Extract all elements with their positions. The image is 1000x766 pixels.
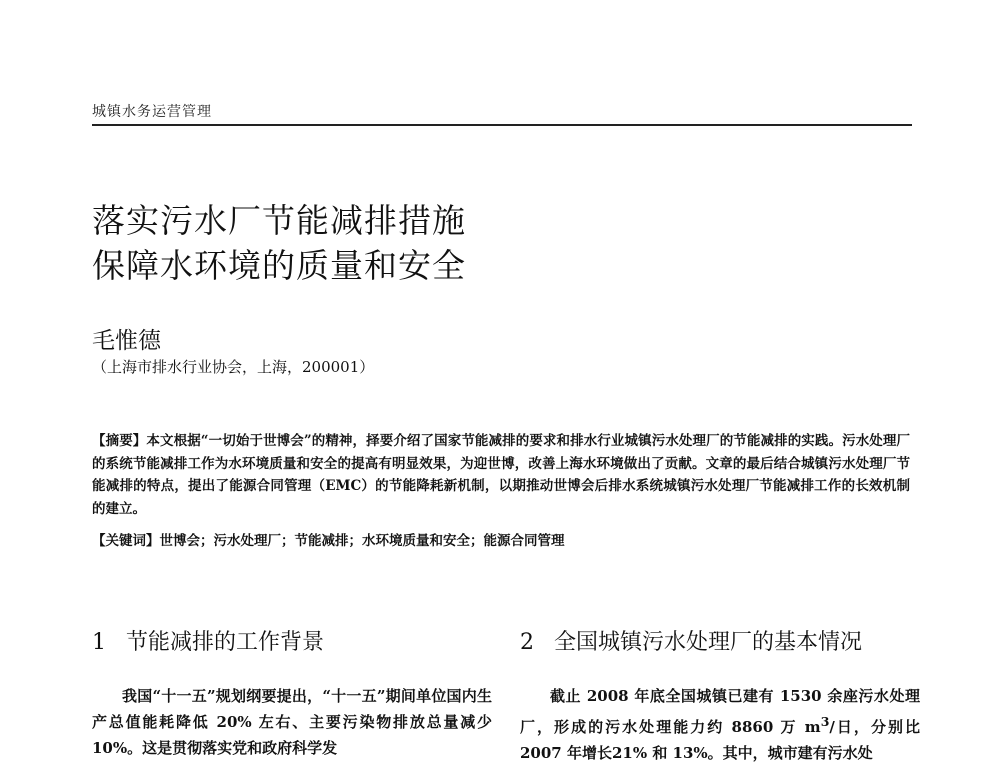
- title-line-1: 落实污水厂节能减排措施: [92, 201, 466, 240]
- journal-section-header: 城镇水务运营管理: [92, 104, 212, 120]
- section-2-body: [520, 683, 920, 766]
- article-title: [92, 198, 466, 288]
- abstract-text: 本文根据“一切始于世博会”的精神，择要介绍了国家节能减排的要求和排水行业城镇污水处理厂的节能减排的实践。污水处理厂的系统节能减排工作为水环境质量和安全的提高有明显效果，为迎世博，改善上海水环境做出了贡献。文章的最后结合城镇污水处理厂节能减排的特点，提出了能源合同管理（EMC）的节能降耗新机制，以期推动世博会后排水系统城镇污水处理厂节能减排工作的长效机制的建立。: [92, 433, 911, 517]
- abstract: [92, 430, 910, 520]
- section-1-heading: [92, 625, 324, 656]
- author-name: 毛惟德: [92, 328, 161, 354]
- abstract-label: 【摘要】: [92, 433, 147, 449]
- section-1-number: 1: [92, 630, 106, 655]
- keywords-text: 世博会；污水处理厂；节能减排；水环境质量和安全；能源合同管理: [159, 533, 565, 549]
- keywords: [92, 530, 910, 552]
- section-1-body: 我国“十一五”规划纲要提出，“十一五”期间单位国内生产总值能耗降低 20% 左右、主要污染物排放总量减少 10%。这是贯彻落实党和政府科学发: [92, 687, 492, 757]
- superscript-3: 3: [820, 714, 830, 729]
- section-2-title: 全国城镇污水处理厂的基本情况: [554, 630, 863, 655]
- section-2-number: 2: [520, 630, 534, 655]
- section-2-heading: [520, 625, 862, 656]
- title-line-2: 保障水环境的质量和安全: [92, 246, 466, 285]
- keywords-label: 【关键词】: [92, 533, 160, 549]
- header-rule: [92, 124, 912, 126]
- section-2-body-part1: 截止 2008 年底全国城镇已建有 1530 余座污水处理厂，形成的污水处理能力约 8860 万 m: [520, 687, 920, 736]
- section-2-body-part2: /日，分别比 2007 年增长21% 和 13%。其中，城市建有污水处: [520, 718, 920, 762]
- author-affiliation: （上海市排水行业协会，上海，200001）: [92, 358, 375, 376]
- section-1-title: 节能减排的工作背景: [126, 630, 325, 655]
